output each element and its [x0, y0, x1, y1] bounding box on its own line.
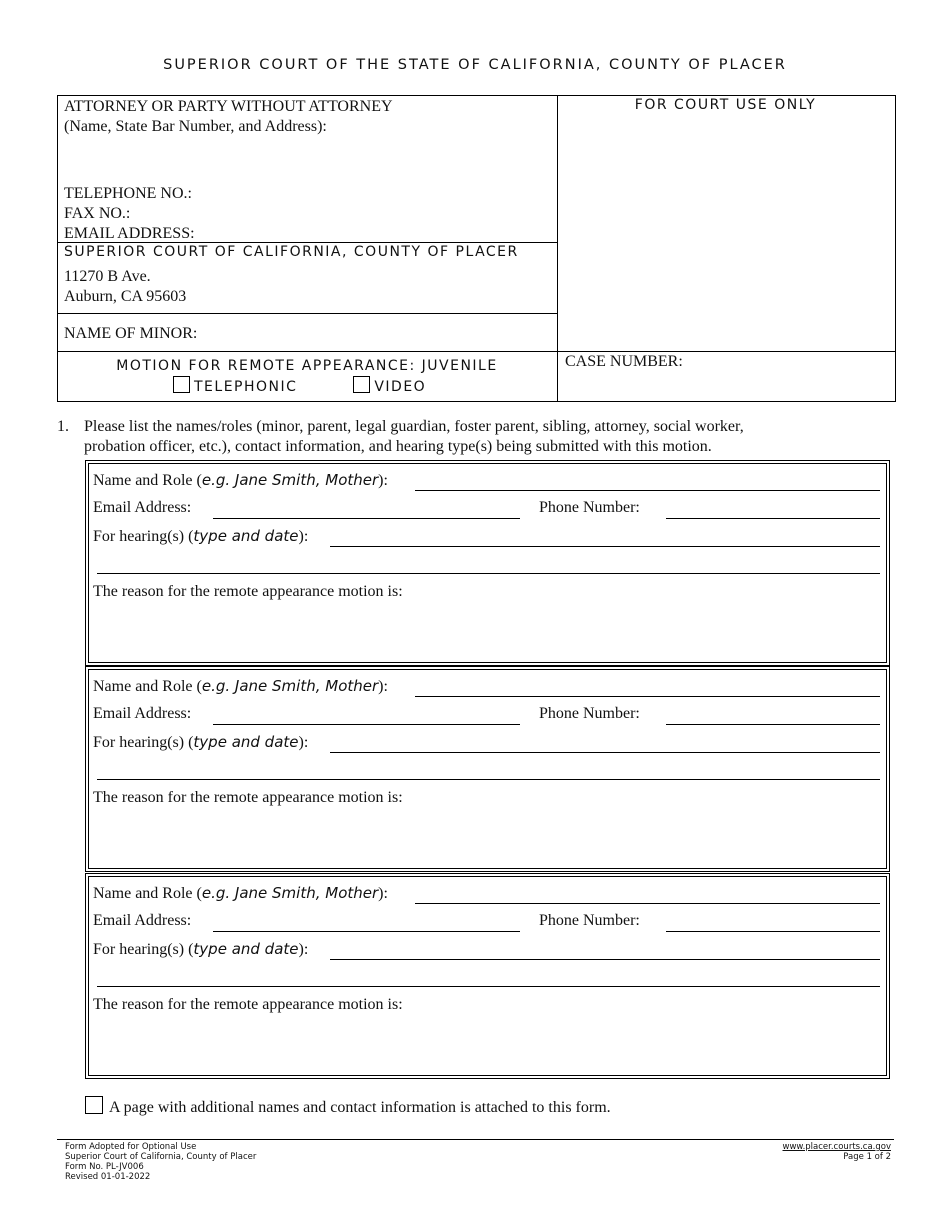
footer-page-number: Page 1 of 2 [843, 1152, 891, 1162]
attorney-info-field[interactable] [64, 138, 552, 182]
attachment-label: A page with additional names and contact information is attached to this form. [109, 1099, 611, 1116]
email-field[interactable] [213, 931, 520, 932]
reason-field[interactable] [93, 606, 880, 658]
name-role-label: Name and Role (e.g. Jane Smith, Mother): [93, 677, 388, 695]
attachment-checkbox[interactable] [85, 1096, 103, 1114]
footer-court: Superior Court of California, County of Placer [65, 1152, 257, 1162]
footer-form-number: Form No. PL-JV006 [65, 1162, 144, 1172]
video-label: VIDEO [374, 379, 427, 395]
footer-revised: Revised 01-01-2022 [65, 1172, 151, 1182]
hearing-field-continued[interactable] [97, 573, 880, 574]
item-text-line2: probation officer, etc.), contact information, and hearing type(s) being submitted with this motion. [84, 438, 712, 455]
email-label: Email Address: [93, 912, 192, 929]
phone-label: Phone Number: [539, 912, 640, 929]
name-role-label: Name and Role (e.g. Jane Smith, Mother): [93, 471, 388, 489]
name-role-field[interactable] [415, 903, 880, 904]
motion-title: MOTION FOR REMOTE APPEARANCE: JUVENILE [116, 358, 498, 374]
phone-label: Phone Number: [539, 499, 640, 516]
case-number-field[interactable] [565, 372, 885, 396]
hearing-field[interactable] [330, 959, 880, 960]
hearing-field[interactable] [330, 546, 880, 547]
court-title: SUPERIOR COURT OF THE STATE OF CALIFORNIA, COUNTY OF PLACER [163, 57, 787, 73]
phone-field[interactable] [666, 931, 880, 932]
email-label: Email Address: [93, 499, 192, 516]
minor-name-field[interactable] [210, 318, 550, 346]
email-label: Email Address: [93, 705, 192, 722]
minor-name-label: NAME OF MINOR: [64, 325, 198, 342]
court-use-label: FOR COURT USE ONLY [634, 97, 817, 113]
reason-field[interactable] [93, 1019, 880, 1071]
hearing-label: For hearing(s) (type and date): [93, 940, 309, 958]
reason-field[interactable] [93, 812, 880, 864]
item-text-line1: Please list the names/roles (minor, parent, legal guardian, foster parent, sibling, attorney, social worker, [84, 418, 744, 435]
telephonic-checkbox[interactable] [173, 376, 190, 393]
attorney-label: ATTORNEY OR PARTY WITHOUT ATTORNEY [64, 98, 393, 115]
email-label: EMAIL ADDRESS: [64, 225, 195, 242]
fax-label: FAX NO.: [64, 205, 131, 222]
telephonic-label: TELEPHONIC [194, 379, 298, 395]
email-field[interactable] [213, 724, 520, 725]
attorney-sub-label: (Name, State Bar Number, and Address): [64, 118, 327, 135]
hearing-field-continued[interactable] [97, 986, 880, 987]
name-role-field[interactable] [415, 490, 880, 491]
video-checkbox[interactable] [353, 376, 370, 393]
hearing-label: For hearing(s) (type and date): [93, 733, 309, 751]
telephone-label: TELEPHONE NO.: [64, 185, 192, 202]
item-number: 1. [57, 418, 69, 435]
hearing-field-continued[interactable] [97, 779, 880, 780]
court-name: SUPERIOR COURT OF CALIFORNIA, COUNTY OF PLACER [64, 244, 519, 260]
court-address-line1: 11270 B Ave. [64, 268, 151, 285]
name-role-field[interactable] [415, 696, 880, 697]
case-number-label: CASE NUMBER: [565, 353, 683, 370]
court-address-line2: Auburn, CA 95603 [64, 288, 187, 305]
reason-label: The reason for the remote appearance motion is: [93, 583, 403, 600]
name-role-label: Name and Role (e.g. Jane Smith, Mother): [93, 884, 388, 902]
reason-label: The reason for the remote appearance motion is: [93, 996, 403, 1013]
court-use-area [560, 120, 890, 348]
phone-label: Phone Number: [539, 705, 640, 722]
phone-field[interactable] [666, 518, 880, 519]
hearing-label: For hearing(s) (type and date): [93, 527, 309, 545]
phone-field[interactable] [666, 724, 880, 725]
hearing-field[interactable] [330, 752, 880, 753]
email-field[interactable] [213, 518, 520, 519]
footer-adopted: Form Adopted for Optional Use [65, 1142, 197, 1152]
footer-website-link[interactable]: www.placer.courts.ca.gov [782, 1142, 891, 1152]
reason-label: The reason for the remote appearance motion is: [93, 789, 403, 806]
